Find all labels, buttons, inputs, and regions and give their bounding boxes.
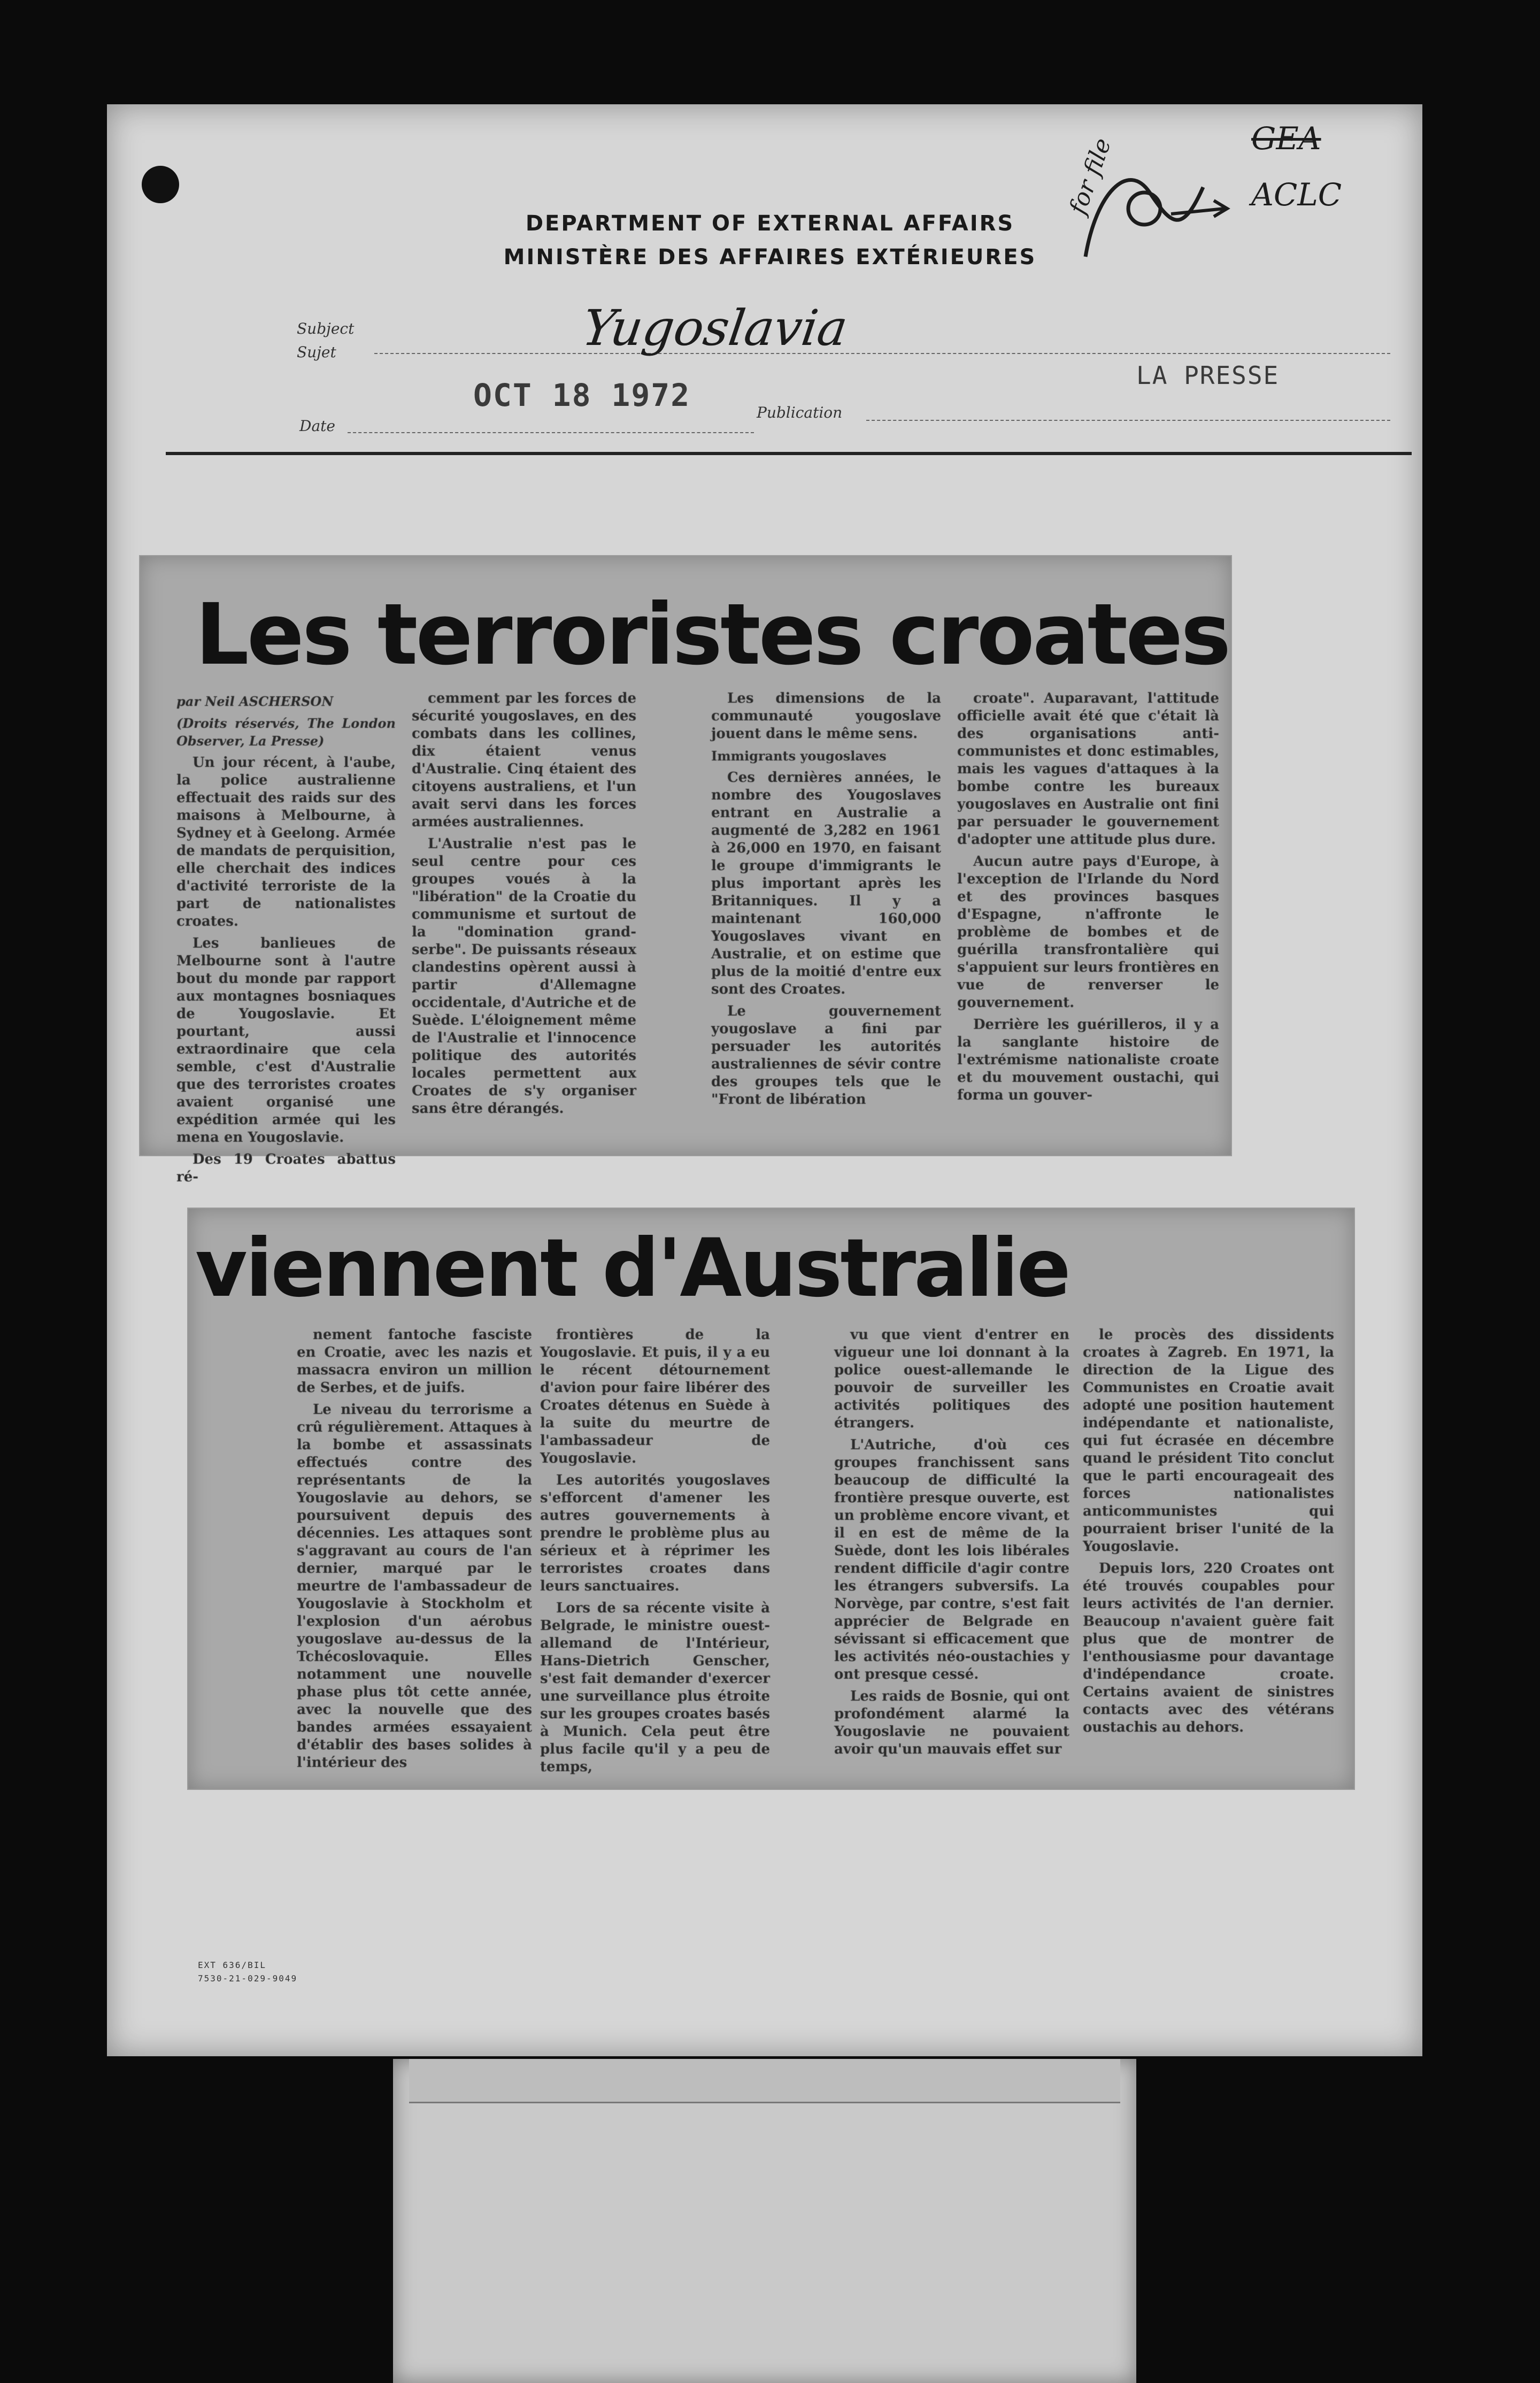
date-stamp: OCT 18 1972: [473, 377, 691, 413]
article-paragraph: croate". Auparavant, l'attitude officielle avait été que c'était là des organisations anti-communistes et donc estimables, mais les vagues d'attaques à la bombe contre les bureaux yougoslaves en Australie ont fini par persuader le gouvernement d'adopter une attitude plus dure.: [957, 690, 1219, 848]
part1-column-3: [711, 690, 941, 1152]
article-paragraph: frontières de la Yougoslavie. Et puis, il y a eu le récent détournement d'avion pour faire libérer des Croates détenus en Suède à la suite du meurtre de l'ambassadeur de Yougoslavie.: [540, 1327, 770, 1466]
publication-line: [866, 420, 1390, 421]
article-paragraph: L'Autriche, d'où ces groupes franchissent sans beaucoup de difficulté la frontière presque ouverte, est un problème encore vivant, et il en est de même de la Suède, dont les lois libérales rendent difficile d'agir contre les étrangers subversifs. La Norvège, par contre, s'est fait apprécier de Belgrade en sévissant si efficacement que les activités néo-oustachies y ont presque cessé.: [834, 1437, 1069, 1682]
publication-stamp: LA PRESSE: [1136, 361, 1280, 390]
article-paragraph: le procès des dissidents croates à Zagreb. En 1971, la direction de la Ligue des Communistes en Croatie avait adopté une position hautement indépendante et nationaliste, qui fut écrasée en décembre quand le président Tito conclut que le parti encourageait des forces nationalistes anticommunistes qui pourraient briser l'unité de la Yougoslavie.: [1083, 1327, 1334, 1555]
part2-column-4: [1083, 1326, 1334, 1786]
article-paragraph: Les dimensions de la communauté yougoslave jouent dans le même sens.: [711, 690, 941, 742]
headline-2: viennent d'Australie: [195, 1222, 1069, 1315]
folder-tab-edge: [409, 2059, 1120, 2103]
header-rule: [166, 452, 1412, 455]
annotation-routing: for file: [1064, 134, 1117, 218]
article-paragraph: Derrière les guérilleros, il y a la sanglante histoire de l'extrémisme nationaliste croate et du mouvement oustachi, qui forma un gouver-: [957, 1017, 1219, 1103]
subheading: Immigrants yougoslaves: [711, 748, 887, 764]
article-paragraph: Le gouvernement yougoslave a fini par persuader les autorités australiennes de sévir contre des groupes tels que le "Front de libération: [711, 1003, 941, 1108]
folder-tab: [393, 2059, 1136, 2383]
part2-column-3: [834, 1326, 1069, 1786]
date-label: Date: [299, 417, 335, 435]
department-title-fr: MINISTÈRE DES AFFAIRES EXTÉRIEURES: [503, 245, 1037, 270]
credit: (Droits réservés, The London Observer, La Presse): [176, 716, 396, 749]
subject-line: [374, 353, 1390, 354]
part2-column-2: [540, 1326, 770, 1786]
annotation-aclc: ACLC: [1251, 176, 1342, 213]
part1-column-4: [957, 690, 1219, 1152]
department-title-en: DEPARTMENT OF EXTERNAL AFFAIRS: [525, 211, 1015, 236]
article-paragraph: Le niveau du terrorisme a crû régulièrement. Attaques à la bombe et assassinats effectués contre des représentants de la Yougoslavie au dehors, se poursuivent depuis des décennies. Les attaques sont s'aggravant au cours de l'an dernier, marqué par le meurtre de l'ambassadeur de Yougoslavie à Stockholm et l'explosion d'un aérobus yougoslave au-dessus de la Tchécoslovaquie. Elles notamment une nouvelle phase plus tôt cette année, avec la nouvelle que des bandes armées essayaient d'établir des bases solides à l'intérieur des: [297, 1402, 532, 1771]
publication-label: Publication: [757, 404, 843, 421]
sujet-label: Sujet: [297, 343, 336, 361]
subject-value: Yugoslavia: [579, 299, 851, 357]
date-line: [348, 432, 754, 433]
article-paragraph: vu que vient d'entrer en vigueur une loi donnant à la police ouest-allemande le pouvoir de surveiller les activités politiques des étrangers.: [834, 1327, 1069, 1431]
article-paragraph: Aucun autre pays d'Europe, à l'exception de l'Irlande du Nord et des provinces basques d'Espagne, n'affronte le problème de bombes et de guérilla transfrontalière qui s'appuient sur leurs frontières en vue de renverser le gouvernement.: [957, 854, 1219, 1011]
form-code-2: 7530-21-029-9049: [198, 1973, 298, 1984]
article-paragraph: Depuis lors, 220 Croates ont été trouvés coupables pour leurs activités de l'an dernier. Beaucoup n'avaient guère fait plus que de montrer de l'enthousiasme pour davantage d'indépendance croate. Certains avaient de sinistres contacts avec des vétérans oustachis au dehors.: [1083, 1561, 1334, 1735]
article-paragraph: Lors de sa récente visite à Belgrade, le ministre ouest-allemand de l'Intérieur, Hans-Dietrich Genscher, s'est fait demander d'exercer une surveillance plus étroite sur les groupes croates basés à Munich. Cela peut être plus facile qu'il y a peu de temps,: [540, 1600, 770, 1775]
punch-hole: [142, 166, 179, 203]
article-paragraph: nement fantoche fasciste en Croatie, avec les nazis et massacra environ un million de Serbes, et de juifs.: [297, 1327, 532, 1396]
headline-1: Les terroristes croates: [195, 586, 1229, 684]
byline: par Neil ASCHERSON: [176, 694, 334, 709]
article-paragraph: Des 19 Croates abattus ré-: [176, 1151, 396, 1185]
article-paragraph: Ces dernières années, le nombre des Yougoslaves entrant en Australie a augmenté de 3,282 en 1961 à 26,000 en 1970, en faisant le groupe d'immigrants le plus important après les Britanniques. Il y a maintenant 160,000 Yougoslaves vivant en Australie, et on estime que plus de la moitié d'entre eux sont des Croates.: [711, 770, 941, 997]
article-paragraph: Les banlieues de Melbourne sont à l'autre bout du monde par rapport aux montagnes bosniaques de Yougoslavie. Et pourtant, aussi extraordinaire que cela semble, c'est d'Australie que des terroristes croates avaient organisé une expédition armée qui les mena en Yougoslavie.: [176, 935, 396, 1146]
part2-column-1: [297, 1326, 532, 1786]
article-paragraph: L'Australie n'est pas le seul centre pour ces groupes voués à la "libération" de la Croatie du communisme et surtout de la "domination grand-serbe". De puissants réseaux clandestins opèrent aussi à partir d'Allemagne occidentale, d'Autriche et de Suède. L'éloignement même de l'Australie et l'innocence politique des autorités locales permettent aux Croates de s'y organiser sans être dérangés.: [412, 836, 636, 1117]
part1-column-2: [412, 690, 636, 1152]
article-paragraph: cemment par les forces de sécurité yougoslaves, en des combats dans les collines, dix étaient venus d'Australie. Cinq étaient des citoyens australiens, et l'un avait servi dans les forces armées australiennes.: [412, 690, 636, 830]
article-paragraph: Les raids de Bosnie, qui ont profondément alarmé la Yougoslavie ne pouvaient avoir qu'un mauvais effet sur: [834, 1688, 1069, 1757]
article-paragraph: Les autorités yougoslaves s'efforcent d'amener les autres gouvernements à prendre le problème plus au sérieux et à réprimer les terroristes croates dans leurs sanctuaires.: [540, 1472, 770, 1594]
annotation-scribble: [1064, 128, 1241, 278]
article-paragraph: Un jour récent, à l'aube, la police australienne effectuait des raids sur des maisons à Melbourne, à Sydney et à Geelong. Armée de mandats de perquisition, elle cherchait des indices d'activité terroriste de la part de nationalistes croates.: [176, 755, 396, 929]
form-code-1: EXT 636/BIL: [198, 1960, 266, 1970]
part1-column-1: [176, 693, 396, 1185]
subject-label: Subject: [297, 320, 355, 337]
annotation-gea: GEA: [1251, 120, 1321, 157]
